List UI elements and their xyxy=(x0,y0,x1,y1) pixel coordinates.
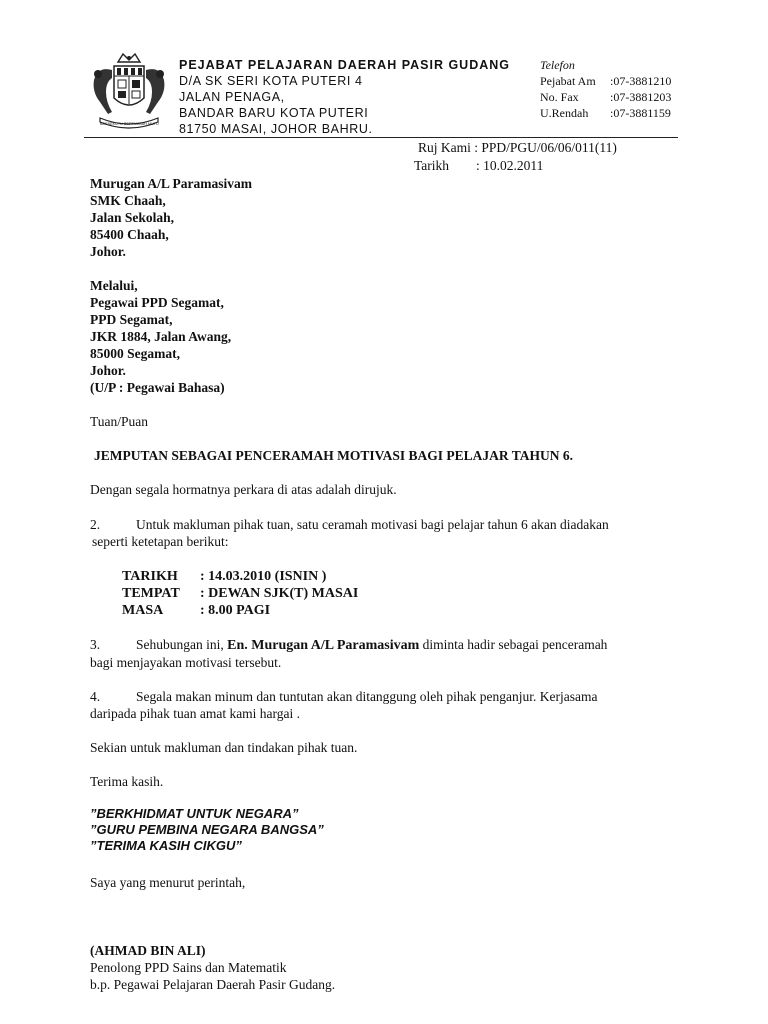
signatory-title: Penolong PPD Sains dan Matematik xyxy=(90,960,287,975)
letter-subject: JEMPUTAN SEBAGAI PENCERAMAH MOTIVASI BAGI PELAJAR TAHUN 6. xyxy=(94,448,574,463)
signatory-org: b.p. Pegawai Pelajaran Daerah Pasir Gudang. xyxy=(90,977,336,992)
detail-row: MASA : 8.00 PAGI xyxy=(122,603,271,618)
speaker-name: En. Murugan A/L Paramasivam xyxy=(227,638,420,653)
mottos: ”BERKHIDMAT UNTUK NEGARA” ”GURU PEMBINA NEGARA BANGSA” ”TERIMA KASIH CIKGU” xyxy=(90,806,324,853)
reference-number: Ruj Kami : PPD/PGU/06/06/011(11) xyxy=(418,140,617,155)
via-address: Melalui, Pegawai PPD Segamat, PPD Segamat, JKR 1884, Jalan Awang, 85000 Segamat, Johor. (U/P : Pegawai Bahasa) xyxy=(90,278,232,395)
detail-row: TARIKH : 14.03.2010 (ISNIN ) xyxy=(122,569,327,584)
address-line: 81750 MASAI, JOHOR BAHRU. xyxy=(179,122,373,136)
salutation: Tuan/Puan xyxy=(90,414,149,429)
address-line: BANDAR BARU KOTA PUTERI xyxy=(179,106,369,120)
address-line: JALAN PENAGA, xyxy=(179,90,285,104)
recipient-address: Murugan A/L Paramasivam SMK Chaah, Jalan Sekolah, 85400 Chaah, Johor. xyxy=(90,176,253,259)
closing-line: Sekian untuk makluman dan tindakan pihak tuan. xyxy=(90,740,358,755)
detail-row: TEMPAT : DEWAN SJK(T) MASAI xyxy=(122,586,359,601)
crest-motto-text: BERSEKUTU BERTAMBAH MUTU xyxy=(100,122,159,126)
paragraph-1: Dengan segala hormatnya perkara di atas adalah dirujuk. xyxy=(90,482,397,497)
telefon-row: Pejabat Am :07-3881210 xyxy=(540,74,672,88)
thank-you-line: Terima kasih. xyxy=(90,774,164,789)
letterhead-block xyxy=(179,57,510,137)
telefon-block xyxy=(540,57,671,121)
letterhead-divider xyxy=(84,137,678,138)
paragraph-4: 4. Segala makan minum dan tuntutan akan ditanggung oleh pihak penganjur. Kerjasama daripada pihak tuan amat kami hargai . xyxy=(90,689,598,721)
signatory-name: (AHMAD BIN ALI) xyxy=(90,943,206,958)
paragraph-3: 3. Sehubungan ini, En. Murugan A/L Paramasivam diminta hadir sebagai penceramah bagi menjayakan motivasi tersebut. xyxy=(90,637,608,670)
event-details xyxy=(122,568,358,619)
telefon-row: U.Rendah :07-3881159 xyxy=(540,106,671,120)
address-line: D/A SK SERI KOTA PUTERI 4 xyxy=(179,74,363,88)
signatory-block xyxy=(90,942,335,993)
telefon-label: Telefon xyxy=(540,58,575,72)
reference-date: Tarikh : 10.02.2011 xyxy=(414,158,544,173)
telefon-row: No. Fax :07-3881203 xyxy=(540,90,672,104)
office-name: PEJABAT PELAJARAN DAERAH PASIR GUDANG xyxy=(179,58,511,72)
yours-faithfully: Saya yang menurut perintah, xyxy=(90,875,246,890)
paragraph-2: 2. Untuk makluman pihak tuan, satu ceramah motivasi bagi pelajar tahun 6 akan diadakan seperti ketetapan berikut: xyxy=(90,517,609,549)
